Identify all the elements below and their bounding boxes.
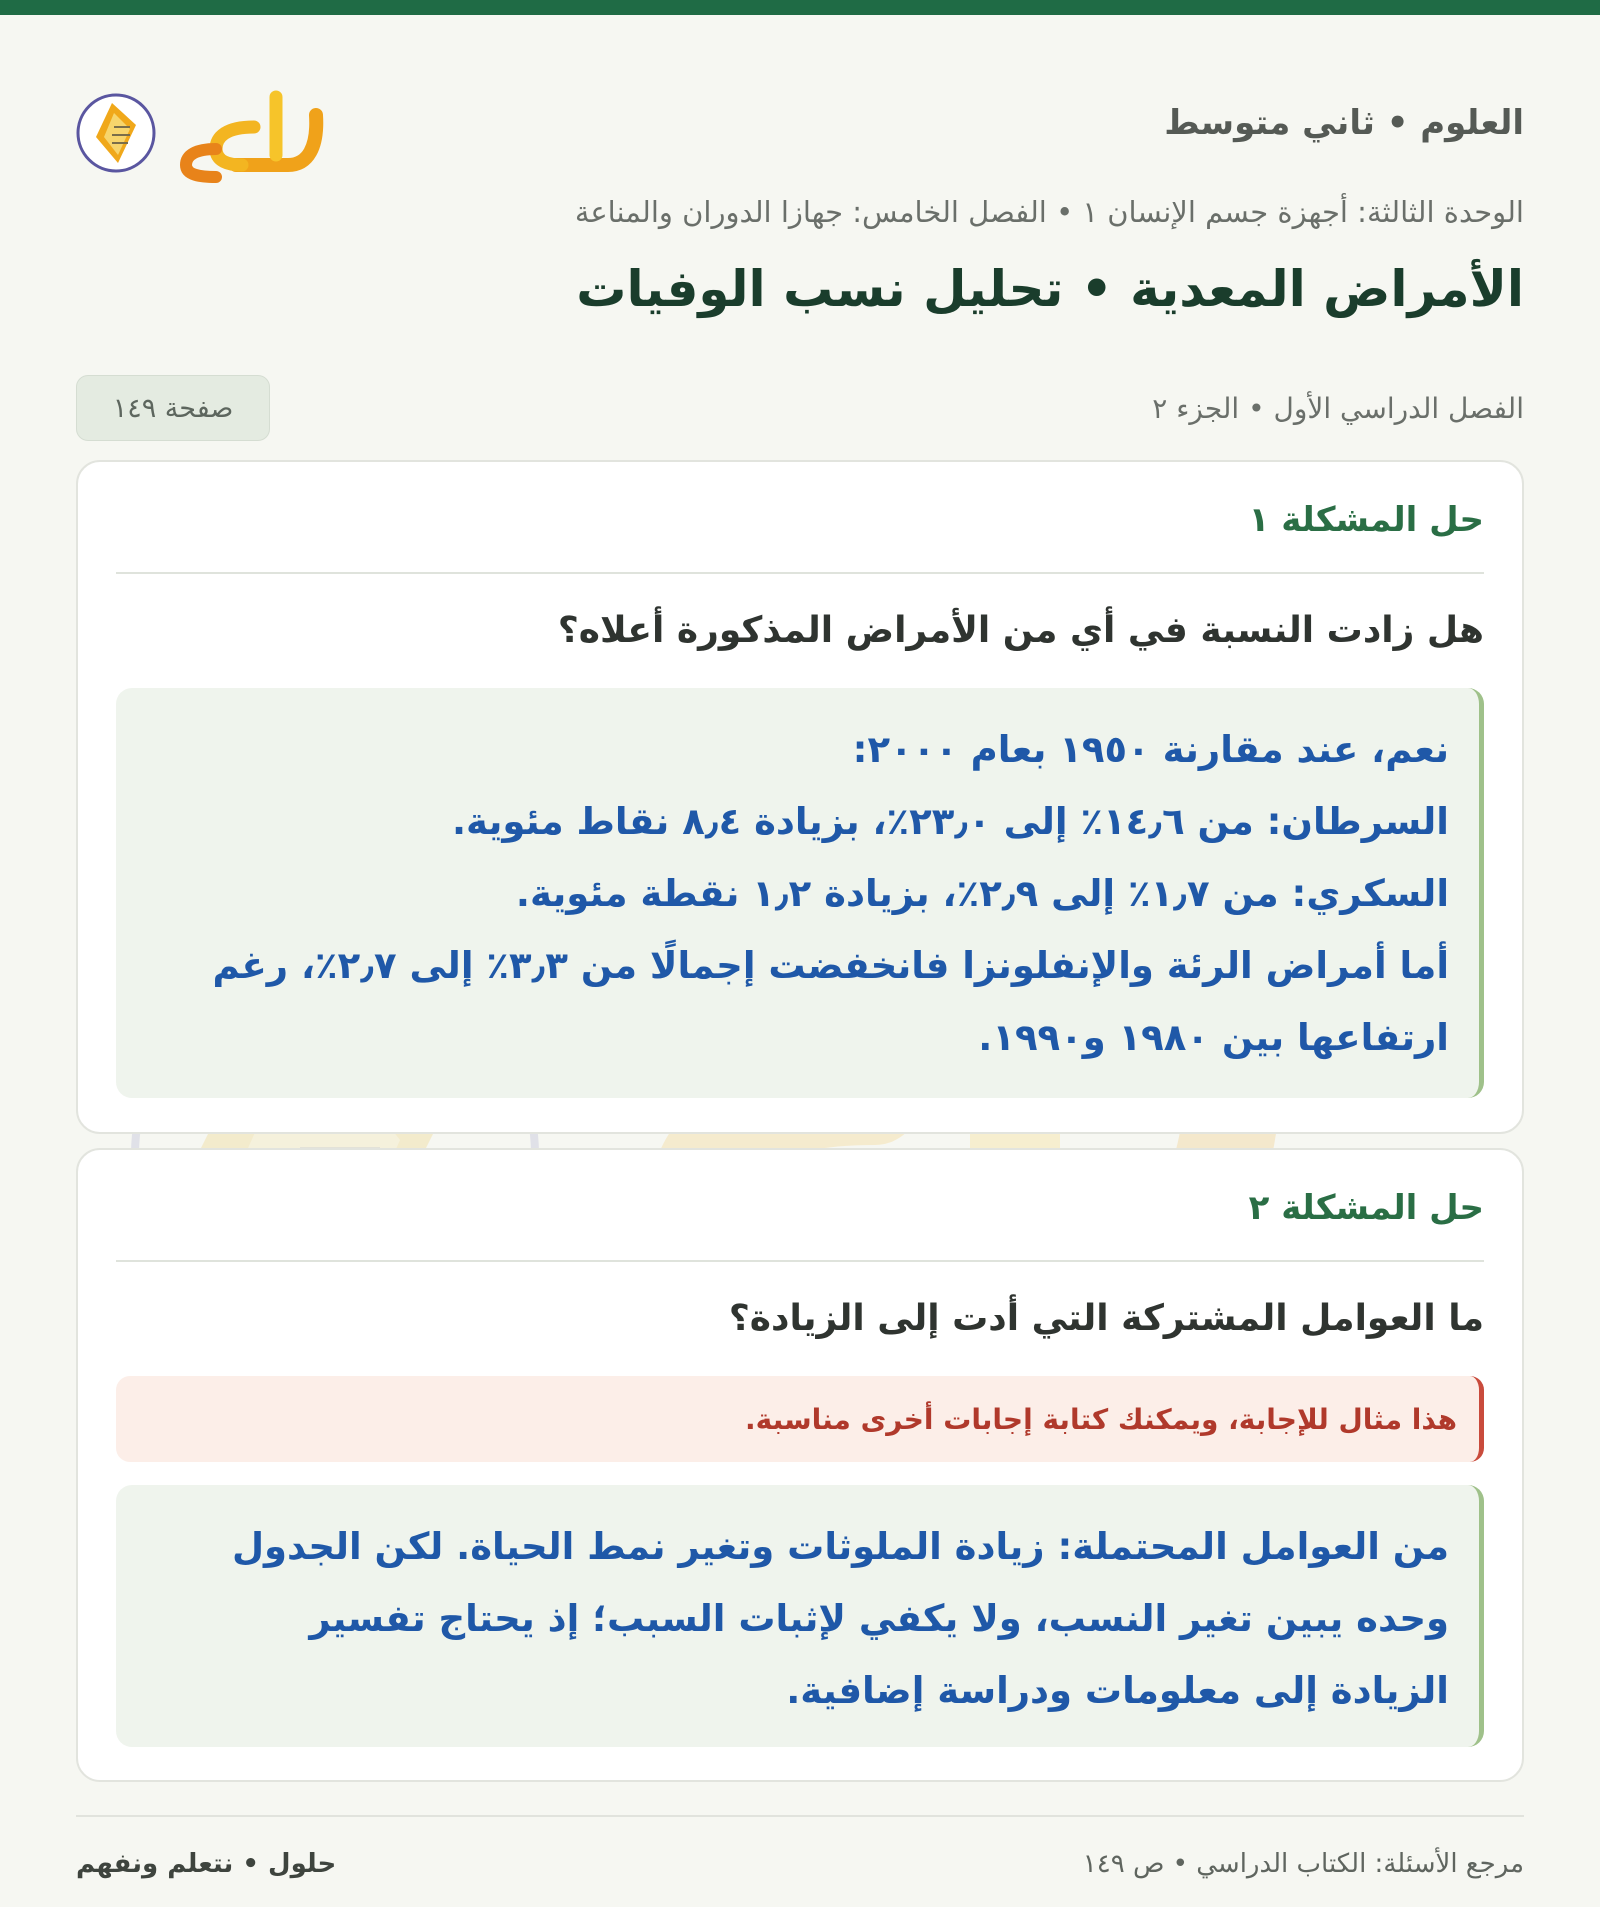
divider xyxy=(116,1260,1484,1262)
page-footer xyxy=(76,1815,1524,1897)
question-text: هل زادت النسبة في أي من الأمراض المذكورة أعلاه؟ xyxy=(557,610,1484,651)
problem-card-1 xyxy=(76,460,1524,1134)
answer-line: ارتفاعها بين ١٩٨٠ و١٩٩٠. xyxy=(978,1016,1449,1059)
answer-line: السكري: من ١٫٧٪ إلى ٢٫٩٪، بزيادة ١٫٢ نقطة مئوية. xyxy=(515,872,1449,915)
answer-line: من العوامل المحتملة: زيادة الملوثات وتغير نمط الحياة. لكن الجدول xyxy=(231,1525,1449,1568)
problem-card-2 xyxy=(76,1148,1524,1782)
question-text: ما العوامل المشتركة التي أدت إلى الزيادة؟ xyxy=(728,1298,1484,1339)
divider xyxy=(116,572,1484,574)
page-title: الأمراض المعدية • تحليل نسب الوفيات xyxy=(576,260,1524,318)
hulul-logo[interactable] xyxy=(76,75,336,185)
answer-line: الزيادة إلى معلومات ودراسة إضافية. xyxy=(786,1669,1449,1712)
footer-reference: مرجع الأسئلة: الكتاب الدراسي • ص ١٤٩ xyxy=(1082,1849,1524,1879)
problem-title: حل المشكلة ١ xyxy=(1248,500,1484,540)
page-number-badge: صفحة ١٤٩ xyxy=(76,375,270,441)
answer-box xyxy=(116,688,1484,1098)
answer-line: أما أمراض الرئة والإنفلونزا فانخفضت إجمالًا من ٣٫٣٪ إلى ٢٫٧٪، رغم xyxy=(212,944,1449,987)
problem-title: حل المشكلة ٢ xyxy=(1248,1188,1484,1228)
meta-row xyxy=(76,360,1524,440)
semester-label: الفصل الدراسي الأول • الجزء ٢ xyxy=(1152,392,1524,425)
answer-line: نعم، عند مقارنة ١٩٥٠ بعام ٢٠٠٠: xyxy=(852,728,1449,771)
subject-label: العلوم • ثاني متوسط xyxy=(1164,103,1524,143)
top-accent-bar xyxy=(0,0,1600,15)
answer-box xyxy=(116,1485,1484,1747)
answer-line: وحده يبين تغير النسب، ولا يكفي لإثبات السبب؛ إذ يحتاج تفسير xyxy=(309,1597,1449,1640)
footer-brand[interactable]: حلول • نتعلم ونفهم xyxy=(76,1849,337,1879)
breadcrumb: الوحدة الثالثة: أجهزة جسم الإنسان ١ • الفصل الخامس: جهازا الدوران والمناعة xyxy=(574,195,1524,229)
book-logo-icon xyxy=(78,95,154,171)
answer-line: السرطان: من ١٤٫٦٪ إلى ٢٣٫٠٪، بزيادة ٨٫٤ نقاط مئوية. xyxy=(452,800,1449,843)
example-answer-note: هذا مثال للإجابة، ويمكنك كتابة إجابات أخرى مناسبة. xyxy=(116,1376,1484,1462)
page-header xyxy=(76,75,1524,185)
